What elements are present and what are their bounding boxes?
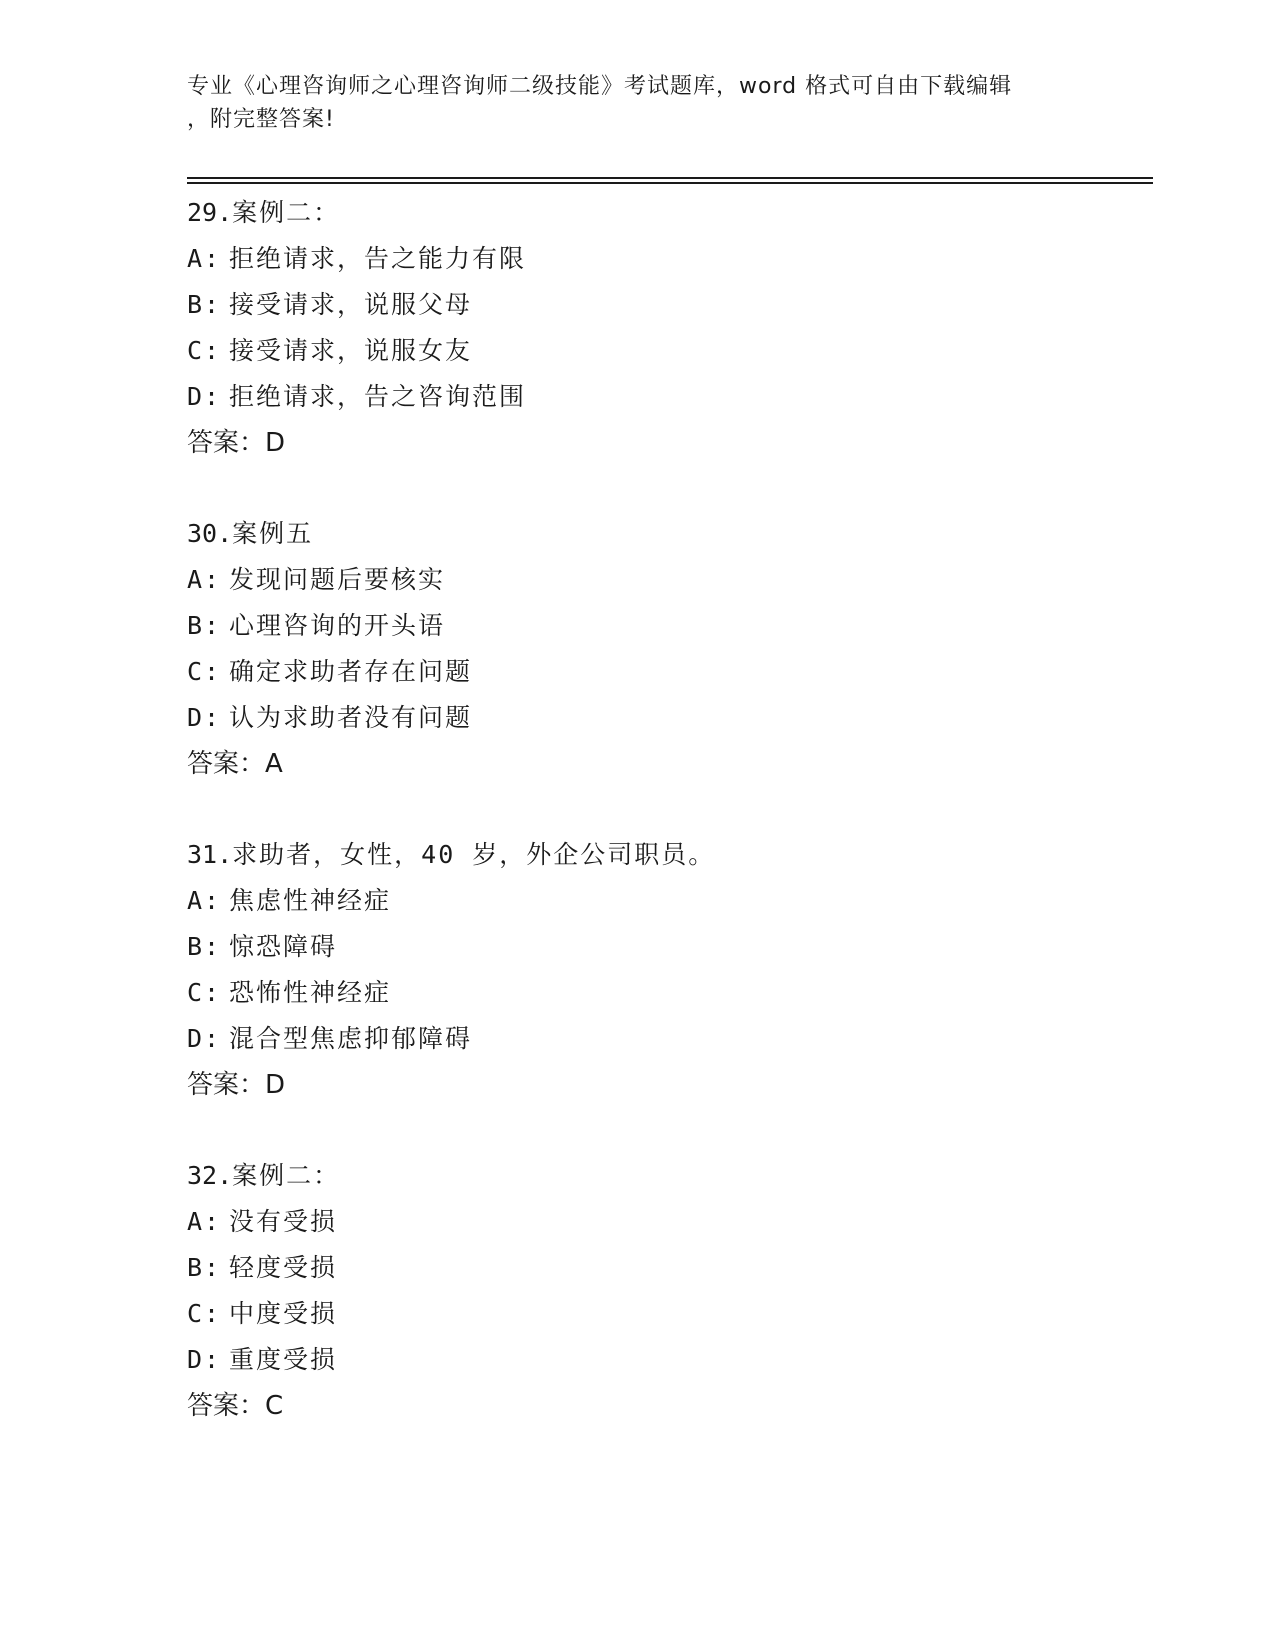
question-31: [187, 832, 1127, 1108]
option-text: 没有受损: [229, 1207, 338, 1236]
option-key: A:: [187, 244, 222, 273]
option-text: 惊恐障碍: [229, 932, 338, 961]
header-line-1: 专业《心理咨询师之心理咨询师二级技能》考试题库，word 格式可自由下载编辑: [187, 74, 1013, 99]
option-text: 中度受损: [229, 1299, 338, 1328]
option-key: B:: [187, 1253, 222, 1282]
option-a: [187, 1199, 1127, 1245]
question-32: [187, 1153, 1127, 1429]
option-text: 拒绝请求，告之能力有限: [229, 244, 527, 273]
option-d: [187, 1016, 1127, 1062]
option-text: 焦虑性神经症: [229, 886, 392, 915]
answer-line: 答案：D: [187, 1070, 286, 1100]
option-key: D:: [187, 1345, 222, 1374]
option-key: B:: [187, 290, 222, 319]
answer-line: 答案：D: [187, 428, 286, 458]
answer-line: 答案：C: [187, 1391, 284, 1421]
option-c: [187, 1291, 1127, 1337]
option-key: C:: [187, 336, 222, 365]
option-text: 接受请求，说服女友: [229, 336, 473, 365]
option-text: 轻度受损: [229, 1253, 338, 1282]
option-c: [187, 649, 1127, 695]
option-d: [187, 374, 1127, 420]
option-text: 认为求助者没有问题: [229, 703, 473, 732]
question-number: 29.: [187, 198, 233, 227]
option-text: 接受请求，说服父母: [229, 290, 473, 319]
option-key: A:: [187, 565, 222, 594]
option-key: B:: [187, 611, 222, 640]
question-number: 31.: [187, 840, 233, 869]
option-a: [187, 557, 1127, 603]
option-text: 发现问题后要核实: [229, 565, 446, 594]
question-stem: 案例二：: [232, 198, 341, 227]
option-c: [187, 970, 1127, 1016]
option-key: C:: [187, 657, 222, 686]
option-b: [187, 924, 1127, 970]
option-a: [187, 236, 1127, 282]
option-text: 拒绝请求，告之咨询范围: [229, 382, 527, 411]
option-key: D:: [187, 1024, 222, 1053]
question-list: [187, 190, 1127, 1474]
option-text: 混合型焦虑抑郁障碍: [229, 1024, 473, 1053]
option-key: B:: [187, 932, 222, 961]
question-number: 32.: [187, 1161, 233, 1190]
question-title: [187, 832, 1127, 878]
header-line-2: ，附完整答案!: [187, 107, 335, 132]
question-30: [187, 511, 1127, 787]
header-divider-top: [187, 177, 1153, 179]
option-b: [187, 282, 1127, 328]
option-a: [187, 878, 1127, 924]
question-number: 30.: [187, 519, 233, 548]
option-key: D:: [187, 703, 222, 732]
option-text: 恐怖性神经症: [229, 978, 392, 1007]
question-title: [187, 1153, 1127, 1199]
option-key: D:: [187, 382, 222, 411]
question-stem: 案例五: [232, 519, 314, 548]
option-c: [187, 328, 1127, 374]
option-key: C:: [187, 1299, 222, 1328]
option-key: A:: [187, 886, 222, 915]
option-key: A:: [187, 1207, 222, 1236]
header-divider-bottom: [187, 182, 1153, 184]
option-key: C:: [187, 978, 222, 1007]
option-d: [187, 695, 1127, 741]
question-29: [187, 190, 1127, 466]
question-title: [187, 190, 1127, 236]
question-title: [187, 511, 1127, 557]
question-stem: 案例二：: [232, 1161, 341, 1190]
document-header: [187, 70, 1087, 136]
option-d: [187, 1337, 1127, 1383]
option-text: 心理咨询的开头语: [229, 611, 446, 640]
option-text: 重度受损: [229, 1345, 338, 1374]
option-text: 确定求助者存在问题: [229, 657, 473, 686]
answer-line: 答案：A: [187, 749, 283, 779]
question-stem: 求助者，女性，40 岁，外企公司职员。: [232, 840, 716, 869]
option-b: [187, 1245, 1127, 1291]
option-b: [187, 603, 1127, 649]
